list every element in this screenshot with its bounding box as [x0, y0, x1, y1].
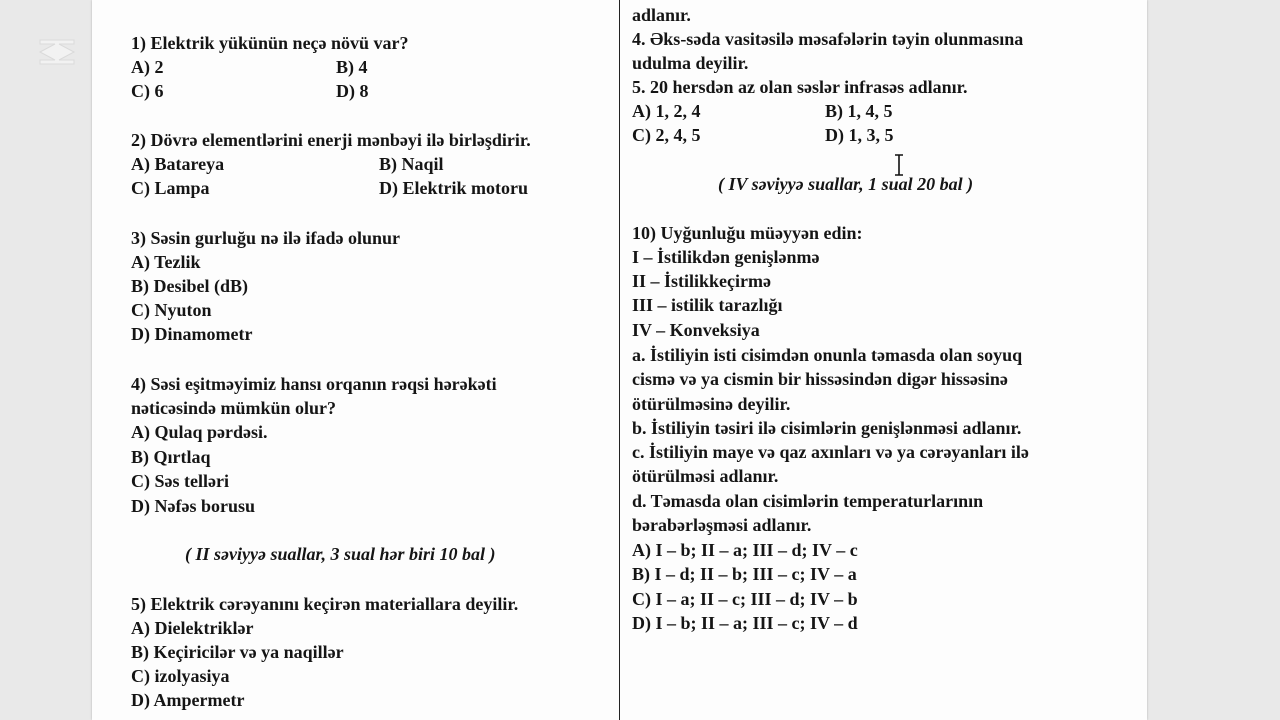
- text-cursor-icon: [893, 154, 905, 176]
- q3-option-d: D) Dinamometr: [131, 324, 253, 344]
- q5-option-b: B) Keçiricilər və ya naqillər: [131, 642, 344, 662]
- match-desc-line: b. İstiliyin təsiri ilə cisimlərin genişlənməsi adlanır.: [632, 418, 1022, 438]
- q2-option-d: D) Elektrik motoru: [379, 178, 528, 198]
- q4-option-a: A) Qulaq pərdəsi.: [131, 422, 268, 442]
- watermark-logo-icon: [37, 36, 77, 68]
- q2-option-c: C) Lampa: [131, 178, 210, 198]
- q4-option-d: D) Nəfəs borusu: [131, 496, 255, 516]
- question-5-text: 5) Elektrik cərəyanını keçirən materiallara deyilir.: [131, 594, 519, 614]
- q1-option-a: A) 2: [131, 57, 164, 77]
- statement-5: 5. 20 hersdən az olan səslər infrasəs adlanır.: [632, 77, 968, 97]
- q10-answer-d: D) I – b; II – a; III – c; IV – d: [632, 613, 858, 633]
- statement-4-line1: 4. Əks-səda vasitəsilə məsafələrin təyin olunmasına: [632, 29, 1024, 49]
- match-item-3: III – istilik tarazlığı: [632, 295, 783, 315]
- question-3-text: 3) Səsin gurluğu nə ilə ifadə olunur: [131, 228, 401, 248]
- q3-option-a: A) Tezlik: [131, 252, 201, 272]
- question-10-title: 10) Uyğunluğu müəyyən edin:: [632, 223, 863, 243]
- match-desc-line: cismə və ya cismin bir hissəsindən digər hissəsinə: [632, 369, 1008, 389]
- q2-option-b: B) Naqil: [379, 154, 444, 174]
- q1-option-c: C) 6: [131, 81, 164, 101]
- match-desc-line: bərabərləşməsi adlanır.: [632, 515, 812, 535]
- option-b: B) 1, 4, 5: [825, 101, 893, 121]
- statement-continuation: adlanır.: [632, 5, 691, 25]
- match-desc-line: ötürülməsinə deyilir.: [632, 394, 791, 414]
- q5-option-a: A) Dielektriklər: [131, 618, 254, 638]
- q10-answer-b: B) I – d; II – b; III – c; IV – a: [632, 564, 857, 584]
- q10-answer-a: A) I – b; II – a; III – d; IV – c: [632, 540, 858, 560]
- match-item-4: IV – Konveksiya: [632, 320, 760, 340]
- q2-option-a: A) Batareya: [131, 154, 225, 174]
- option-d: D) 1, 3, 5: [825, 125, 894, 145]
- match-item-1: I – İstilikdən genişlənmə: [632, 247, 820, 267]
- section-2-heading: ( II səviyyə suallar, 3 sual hər biri 10 bal ): [185, 544, 496, 564]
- q1-option-b: B) 4: [336, 57, 368, 77]
- question-2-text: 2) Dövrə elementlərini enerji mənbəyi ilə birləşdirir.: [131, 130, 531, 150]
- match-desc-line: d. Təmasda olan cisimlərin temperaturlarının: [632, 491, 984, 511]
- q3-option-b: B) Desibel (dB): [131, 276, 248, 296]
- section-4-heading: ( IV səviyyə suallar, 1 sual 20 bal ): [718, 174, 974, 194]
- q4-option-c: C) Səs telləri: [131, 471, 229, 491]
- option-c: C) 2, 4, 5: [632, 125, 701, 145]
- q1-option-d: D) 8: [336, 81, 369, 101]
- question-4-text-line1: 4) Səsi eşitməyimiz hansı orqanın rəqsi hərəkəti: [131, 374, 497, 394]
- q10-answer-c: C) I – a; II – c; III – d; IV – b: [632, 589, 858, 609]
- q3-option-c: C) Nyuton: [131, 300, 212, 320]
- question-1-text: 1) Elektrik yükünün neçə növü var?: [131, 33, 409, 53]
- match-desc-line: ötürülməsi adlanır.: [632, 466, 779, 486]
- column-divider: [619, 0, 620, 720]
- q5-option-d: D) Ampermetr: [131, 690, 245, 710]
- match-item-2: II – İstilikkeçirmə: [632, 271, 771, 291]
- question-4-text-line2: nəticəsində mümkün olur?: [131, 398, 337, 418]
- match-desc-line: a. İstiliyin isti cisimdən onunla təmasda olan soyuq: [632, 345, 1023, 365]
- option-a: A) 1, 2, 4: [632, 101, 701, 121]
- q4-option-b: B) Qırtlaq: [131, 447, 211, 467]
- statement-4-line2: udulma deyilir.: [632, 53, 749, 73]
- match-desc-line: c. İstiliyin maye və qaz axınları və ya cərəyanları ilə: [632, 442, 1029, 462]
- q5-option-c: C) izolyasiya: [131, 666, 230, 686]
